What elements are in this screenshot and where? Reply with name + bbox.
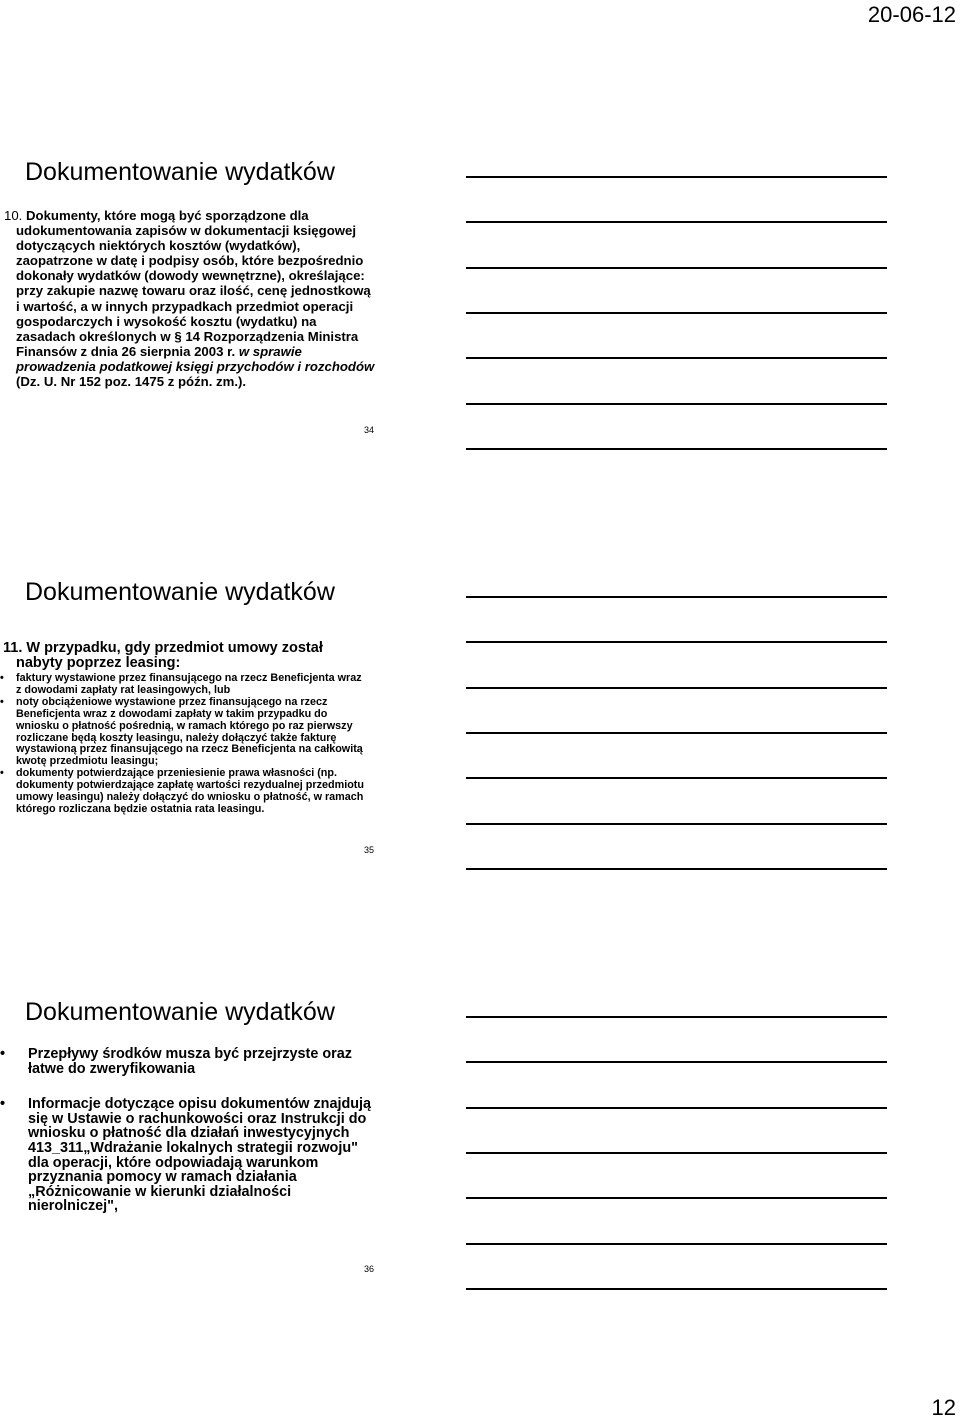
list-item: • Przepływy środków musza być przejrzyste oraz łatwe do zweryfikowania (0, 1047, 373, 1076)
list-item: • Informacje dotyczące opisu dokumentów znajdują się w Ustawie o rachunkowości oraz Instrukcji do wniosku o płatność dla działań inwestycyjnych 413_311„Wdrażanie lokalnych strategii rozwoju" dla operacji, które odpowiadają warunkom przyznania pomocy w ramach działania „Różnicowanie w kierunki działalności nierolniczej", (0, 1097, 373, 1214)
paragraph-11: 11. W przypadku, gdy przedmiot umowy został nabyty poprzez leasing: (3, 640, 323, 671)
notes-line (466, 641, 887, 643)
slide-body (0, 208, 460, 389)
notes-line (466, 868, 887, 870)
slide-title: Dokumentowanie wydatków (25, 998, 335, 1026)
list-item: • faktury wystawione przez finansującego na rzecz Beneficjenta wraz z dowodami zapłaty rat leasingowych, lub (0, 673, 366, 697)
leasing-document-list (0, 673, 460, 816)
slide-title: Dokumentowanie wydatków (25, 578, 335, 606)
notes-line (466, 1107, 887, 1109)
notes-line (466, 596, 887, 598)
bullet-list (0, 1047, 460, 1214)
notes-line (466, 176, 887, 178)
notes-line (466, 1152, 887, 1154)
regulation-title: w sprawie prowadzenia podatkowej księgi przychodów i rozchodów (16, 343, 375, 374)
notes-line (466, 403, 887, 405)
notes-line (466, 732, 887, 734)
paragraph-text: Dokumenty, które mogą być sporządzone dla udokumentowania zapisów w dokumentacji księgowej dotyczących niektórych kosztów (wydatków), zaopatrzone w datę i podpisy osób, które bezpośrednio dokonały wydatków (dowody wewnętrzne), określające: przy zakupie nazwę towaru oraz ilość, cenę jednostkową i wartość, a w innych przypadkach przedmiot operacji gospodarczych i wysokość kosztu (wydatku) na zasadach określonych w (16, 208, 371, 344)
slide-number: 34 (364, 425, 375, 435)
list-item: • dokumenty potwierdzające przeniesienie prawa własności (np. dokumenty potwierdzające zapłatę wartości rezydualnej przedmiotu umowy leasingu) należy dołączyć do wniosku o płatność, w ramach którego rozliczana będzie ostatnia rata leasingu. (0, 768, 366, 816)
notes-line (466, 357, 887, 359)
notes-line (466, 1197, 887, 1199)
notes-line (466, 777, 887, 779)
slide-title: Dokumentowanie wydatków (25, 158, 335, 186)
list-item: • noty obciążeniowe wystawione przez finansującego na rzecz Beneficjenta wraz z dowodami zapłaty w takim przypadku do wniosku o płatność pośrednią, w ramach którego po raz pierwszy rozliczane będą koszty leasingu, należy dołączyć także fakturę wystawioną przez finansującego na rzecz Beneficjenta na całkowitą kwotę przedmiotu leasingu; (0, 697, 366, 768)
paragraph-number: 10. (4, 208, 23, 223)
notes-line (466, 1288, 887, 1290)
slide-number: 35 (364, 845, 375, 855)
notes-line (466, 823, 887, 825)
slide-body (0, 641, 460, 816)
page-number: 12 (931, 1395, 956, 1420)
notes-line (466, 1243, 887, 1245)
notes-line (466, 687, 887, 689)
notes-line (466, 221, 887, 223)
slide-body (0, 1047, 460, 1214)
notes-line (466, 1016, 887, 1018)
notes-line (466, 1061, 887, 1063)
notes-line (466, 267, 887, 269)
regulation-reference: § 14 Rozporządzenia Ministra Finansów z dnia 26 sierpnia 2003 r. (16, 328, 359, 359)
notes-line (466, 312, 887, 314)
slide-number: 36 (364, 1264, 375, 1274)
notes-line (466, 448, 887, 450)
page-date: 20-06-12 (867, 2, 956, 27)
paragraph-10 (0, 208, 376, 389)
journal-reference: (Dz. U. Nr 152 poz. 1475 z późn. zm.). (16, 374, 247, 390)
